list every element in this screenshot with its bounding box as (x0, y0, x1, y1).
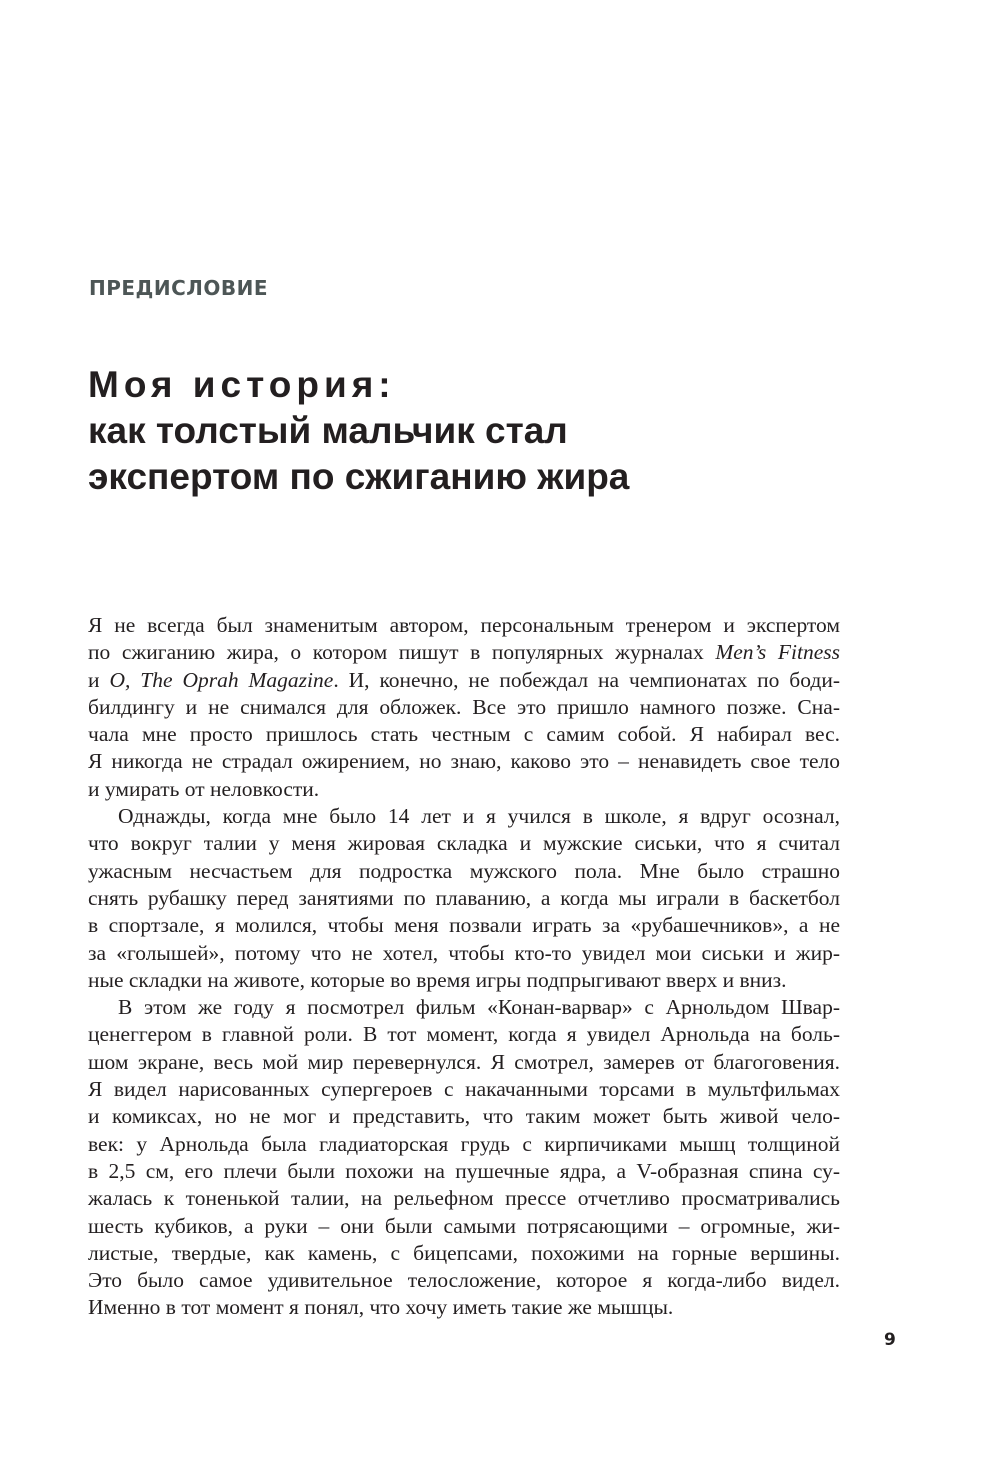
section-label: ПРЕДИСЛОВИЕ (89, 276, 269, 300)
text-line: за «голышей», потому что не хотел, чтобы кто-то увидел мои сиськи и жир- (88, 940, 840, 965)
chapter-title (88, 362, 629, 500)
text-line: и O, The Oprah Magazine. И, конечно, не побеждал на чемпионатах по боди- (88, 667, 840, 692)
text-line: Я не всегда был знаменитым автором, персональным тренером и экспертом (88, 613, 840, 637)
paragraph (88, 612, 840, 803)
text-line: и умирать от неловкости. (88, 776, 320, 801)
text-line: век: у Арнольда была гладиаторская грудь с кирпичиками мышц толщиной (88, 1131, 840, 1156)
paragraph (88, 803, 840, 994)
text-line: билдингу и не снимался для обложек. Все это пришло намного позже. Сна- (88, 694, 840, 719)
text-line: чала мне просто пришлось стать честным с самим собой. Я набирал вес. (88, 722, 840, 747)
text-line: листые, твердые, как камень, с бицепсами, похожими на горные вершины. (88, 1240, 840, 1265)
text-line: и комиксах, но не мог и представить, что таким может быть живой чело- (88, 1104, 840, 1129)
text-line: Именно в тот момент я понял, что хочу иметь такие же мышцы. (88, 1295, 674, 1320)
page-number: 9 (884, 1330, 896, 1350)
text-line: Я никогда не страдал ожирением, но знаю, каково это – ненавидеть свое тело (88, 749, 840, 774)
text-line: ные складки на животе, которые во время игры подпрыгивают вверх и вниз. (88, 967, 787, 992)
text-line: жалась к тоненькой талии, на рельефном прессе отчетливо просматривались (88, 1186, 840, 1211)
text-line: Я видел нарисованных супергероев с накачанными торсами в мультфильмах (88, 1077, 840, 1102)
text-line: ужасным несчастьем для подростка мужского пола. Мне было страшно (88, 858, 840, 883)
text-line: В этом же году я посмотрел фильм «Конан-варвар» с Арнольдом Швар- (118, 995, 840, 1020)
text-line: Это было самое удивительное телосложение, которое я когда-либо видел. (88, 1268, 840, 1293)
text-line: шесть кубиков, а руки – они были самыми потрясающими – огромные, жи- (88, 1213, 840, 1238)
text-line: что вокруг талии у меня жировая складка и мужские сиськи, что я считал (88, 831, 840, 856)
text-line: в спортзале, я молился, чтобы меня позвали играть за «рубашечников», а не (88, 913, 840, 938)
body-text (88, 612, 840, 1322)
chapter-title-line: как толстый мальчик стал (88, 410, 568, 451)
text-line: шом экране, весь мой мир перевернулся. Я смотрел, замерев от благоговения. (88, 1049, 840, 1074)
text-line: снять рубашку перед занятиями по плаванию, а когда мы играли в баскетбол (88, 885, 840, 910)
text-line: в 2,5 см, его плечи были похожи на пушечные ядра, а V-образная спина су- (88, 1158, 840, 1183)
chapter-title-line: Моя история: (88, 364, 396, 405)
text-line: по сжиганию жира, о котором пишут в популярных журналах Men’s Fitness (88, 640, 840, 665)
text-line: Однажды, когда мне было 14 лет и я учился в школе, я вдруг осознал, (118, 804, 840, 829)
chapter-title-line: экспертом по сжиганию жира (88, 456, 630, 497)
paragraph (88, 994, 840, 1322)
text-line: ценеггером в главной роли. В тот момент, когда я увидел Арнольда на боль- (88, 1022, 840, 1047)
